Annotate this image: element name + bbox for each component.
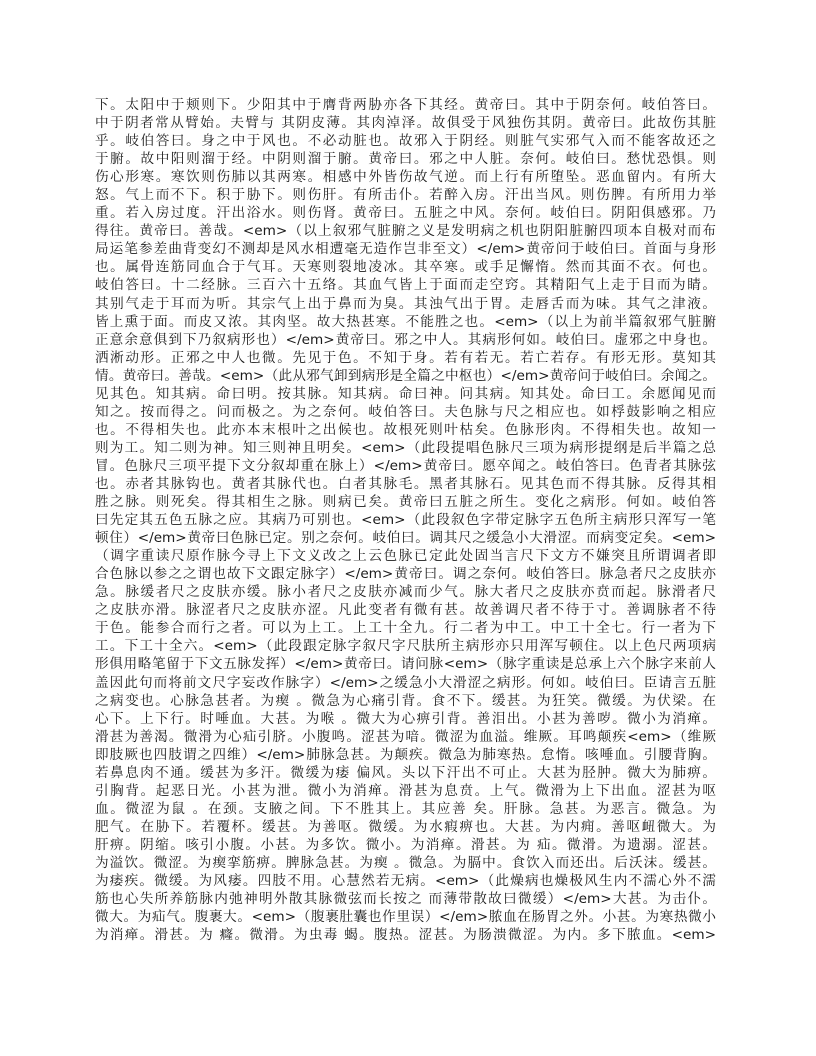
text-line: 心下。上下行。时唾血。大甚。为喉 。微大为心痹引背。善泪出。小甚为善哕。微小为消瘅。 [95, 710, 716, 727]
text-line: 冒。色脉尺三项平提下文分叙却重在脉上）</em>黄帝曰。愿卒闻之。岐伯答曰。色青者其脉弦 [95, 457, 716, 474]
text-line: 知之。按而得之。问而极之。为之奈何。岐伯答曰。夫色脉与尺之相应也。如桴鼓影响之相应 [95, 403, 716, 420]
text-line: （调字重读尺原作脉今寻上下文义改之上云色脉已定此处固当言尺下文方不嫌突且所谓调者即 [95, 548, 716, 565]
text-line: 滑甚为善渴。微滑为心疝引脐。小腹鸣。涩甚为喑。微涩为血溢。维厥。耳鸣颠疾<em>（维厥 [95, 728, 716, 745]
text-line: 岐伯答曰。十二经脉。三百六十五络。其血气皆上于面而走空窍。其精阳气上走于目而为睛。 [95, 277, 716, 294]
text-line: 伤心形寒。寒饮则伤肺以其两寒。相感中外皆伤故气逆。而上行有所堕坠。恶血留内。有所大 [95, 169, 716, 186]
text-line: 顿住）</em>黄帝曰色脉已定。别之奈何。岐伯曰。调其尺之缓急小大滑涩。而病变定矣。<em> [95, 530, 716, 547]
document-body [95, 96, 716, 944]
text-line: 曰先定其五色五脉之应。其病乃可别也。<em>（此段叙色字带定脉字五色所主病形只浑写一笔 [95, 512, 716, 529]
text-line: 为痿疾。微缓。为风痿。四肢不用。心慧然若无病。<em>（此燥病也燥极风生内不濡心外不濡 [95, 873, 716, 890]
text-line: 引胸背。起恶日光。小甚为泄。微小为消瘅。滑甚为息贲。上气。微滑为上下出血。涩甚为呕 [95, 782, 716, 799]
text-line: 胜之脉。则死矣。得其相生之脉。则病已矣。黄帝曰五脏之所生。变化之病形。何如。岐伯答 [95, 494, 716, 511]
text-line: 正意余意俱到下乃叙病形也）</em>黄帝曰。邪之中人。其病形何如。岐伯曰。虚邪之中身也。 [95, 331, 716, 348]
text-line: 皆上熏于面。而皮又浓。其肉坚。故大热甚寒。不能胜之也。<em>（以上为前半篇叙邪气脏腑 [95, 313, 716, 330]
text-line: 下。太阳中于颊则下。少阳其中于膺背两胁亦各下其经。黄帝曰。其中于阴奈何。岐伯答曰。 [95, 97, 716, 113]
text-line: 即肢厥也四肢谓之四维）</em>肺脉急甚。为颠疾。微急为肺寒热。怠惰。咳唾血。引腰背胸。 [95, 746, 716, 763]
text-line: 也。赤者其脉钩也。黄者其脉代也。白者其脉毛。黑者其脉石。见其色而不得其脉。反得其相 [95, 475, 716, 492]
text-line: 怒。气上而不下。积于胁下。则伤肝。有所击仆。若醉入房。汗出当风。则伤脾。有所用力举 [95, 187, 716, 204]
text-line: 乎。岐伯答曰。身之中于风也。不必动脏也。故邪入于阴经。则脏气实邪气入而不能客故还之 [95, 133, 716, 150]
text-line: 为溢饮。微涩。为瘈挛筋痹。脾脉急甚。为瘈 。微急。为膈中。食饮入而还出。后沃沫。缓甚。 [95, 854, 716, 871]
text-line: 急。脉缓者尺之皮肤亦缓。脉小者尺之皮肤亦减而少气。脉大者尺之皮肤亦贲而起。脉滑者尺 [95, 584, 716, 601]
text-line: 肥气。在胁下。若覆杯。缓甚。为善呕。微缓。为水瘕痹也。大甚。为内痈。善呕衄微大。为 [95, 818, 716, 835]
text-line: 为消瘅。滑甚。为 癃。微滑。为虫毒 蝎。腹热。涩甚。为肠溃微涩。为内。多下脓血。<em> [95, 927, 716, 944]
text-line: 得往。黄帝曰。善哉。<em>（以上叙邪气脏腑之义是发明病之机也阴阳脏腑四项本自极对而布 [95, 223, 716, 240]
text-line: 筋也心失所养筋脉内弛神明外散其脉微弦而长按之 而薄带散故曰微缓）</em>大甚。为击仆。 [95, 891, 716, 908]
text-line: 则为工。知二则为神。知三则神且明矣。<em>（此段提唱色脉尺三项为病形提纲是后半篇之总 [95, 439, 716, 456]
text-line: 于色。能参合而行之者。可以为上工。上工十全九。行二者为中工。中工十全七。行一者为下 [95, 620, 716, 637]
text-line: 盖因此句而将前文尺字妄改作脉字）</em>之缓急小大滑涩之病形。何如。岐伯曰。臣请言五脏 [95, 674, 716, 691]
text-line: 工。下工十全六。<em>（此段跟定脉字叙尺字尺肤所主病形亦只用浑写顿住。以上色尺两项病 [95, 638, 716, 655]
text-line: 合色脉以参之之谓也故下文跟定脉字）</em>黄帝曰。调之奈何。岐伯答曰。脉急者尺之皮肤亦 [95, 566, 716, 583]
text-line: 微大。为疝气。腹裹大。<em>（腹裹肚囊也作里误）</em>脓血在肠胃之外。小甚。为寒热微小 [95, 909, 716, 926]
text-line: 之病变也。心脉急甚者。为瘈 。微急为心痛引背。食不下。缓甚。为狂笑。微缓。为伏梁。在 [95, 692, 716, 709]
text-line: 形俱用略笔留于下文五脉发挥）</em>黄帝曰。请问脉<em>（脉字重读是总承上六个脉字来前人 [95, 656, 716, 673]
text-line: 也。属骨连筋同血合于气耳。天寒则裂地凌冰。其卒寒。或手足懈惰。然而其面不衣。何也。 [95, 259, 716, 276]
text-line: 情。黄帝曰。善哉。<em>（此从邪气卸到病形是全篇之中枢也）</em>黄帝问于岐伯曰。余闻之。 [95, 367, 716, 384]
text-line: 中于阴者常从臂始。夫臂与 其阴皮薄。其肉淖泽。故俱受于风独伤其阴。黄帝曰。此故伤其脏 [95, 115, 716, 132]
text-line: 也。不得相失也。此亦本末根叶之出候也。故根死则叶枯矣。色脉形肉。不得相失也。故知一 [95, 421, 716, 438]
text-line: 肝痹。阴缩。咳引小腹。小甚。为多饮。微小。为消瘅。滑甚。为 疝。微滑。为遗溺。涩甚。 [95, 836, 716, 853]
text-line: 若鼻息肉不通。缓甚为多汗。微缓为痿 偏风。头以下汗出不可止。大甚为胫肿。微大为肺痹。 [95, 764, 716, 781]
text-line: 洒淅动形。正邪之中人也微。先见于色。不知于身。若有若无。若亡若存。有形无形。莫知其 [95, 349, 716, 366]
text-line: 局运笔参差曲背变幻不测却是风水相遭毫无造作岂非至文）</em>黄帝问于岐伯曰。首面与身形 [95, 241, 716, 258]
text-line: 重。若入房过度。汗出浴水。则伤肾。黄帝曰。五脏之中风。奈何。岐伯曰。阴阳俱感邪。乃 [95, 205, 716, 222]
text-line: 其别气走于耳而为听。其宗气上出于鼻而为臭。其浊气出于胃。走唇舌而为味。其气之津液。 [95, 295, 716, 312]
text-line: 见其色。知其病。命曰明。按其脉。知其病。命曰神。问其病。知其处。命曰工。余愿闻见而 [95, 385, 716, 402]
text-line: 之皮肤亦滑。脉涩者尺之皮肤亦涩。凡此变者有微有甚。故善调尺者不待于寸。善调脉者不待 [95, 602, 716, 619]
text-line: 血。微涩为鼠 。在颈。支腋之间。下不胜其上。其应善 矣。肝脉。急甚。为恶言。微急。为 [95, 800, 716, 817]
text-line: 于腑。故中阳则溜于经。中阴则溜于腑。黄帝曰。邪之中人脏。奈何。岐伯曰。愁忧恐惧。则 [95, 151, 716, 168]
